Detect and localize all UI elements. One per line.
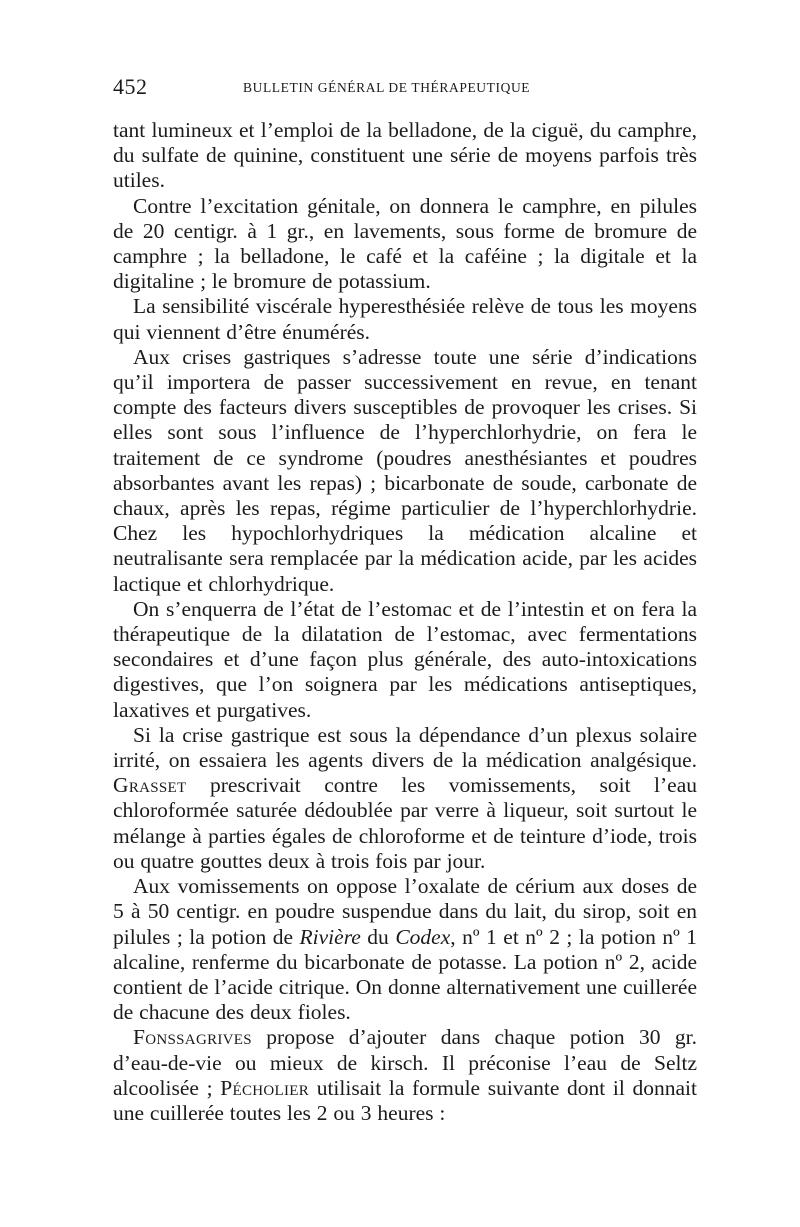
paragraph-vomiting (113, 874, 697, 1025)
running-title: BULLETIN GÉNÉRAL DE THÉRAPEUTIQUE (243, 80, 531, 95)
text-run: propose d’ajouter dans chaque potion 30 gr. d’eau-de-vie ou mieux de kirsch. Il préconise l’eau de Seltz alcoolisée ; (113, 1025, 697, 1100)
paragraph-stomach-dilatation: On s’enquerra de l’état de l’estomac et de l’intestin et on fera la thérapeutique de la dilatation de l’estomac, avec fermentations secondaires et d’une façon plus générale, des auto-intoxications digestives, que l’on soignera par les médications antiseptiques, laxatives et purgatives. (113, 596, 697, 722)
text-run: , nº 1 et nº 2 ; la potion nº 1 alcaline, renferme du bicarbonate de potasse. La potion nº 2, acide contient de l’acide citrique. On donne alternativement une cuillerée de chacune des deux fioles. (113, 924, 698, 1025)
author-name-pecholier: Pécholier (220, 1075, 310, 1100)
body-text (113, 118, 697, 1126)
text-run: Si la crise gastrique est sous la dépendance d’un plexus solaire irrité, on essaiera les agents divers de la médication analgésique. (113, 722, 697, 773)
text-run: Aux vomissements on oppose l’oxalate de cérium aux doses de 5 à 50 centigr. en poudre suspendue dans du lait, du sirop, soit en pilules ; la potion de (113, 874, 697, 949)
italic-riviere: Rivière (299, 924, 361, 949)
text-run: du (360, 924, 396, 949)
author-name-fonssagrives: Fonssagrives (133, 1025, 252, 1050)
paragraph-gastric-crises: Aux crises gastriques s’adresse toute une série d’indications qu’il importera de passer successivement en revue, en tenant compte des facteurs divers susceptibles de provoquer les crises. Si elles sont sous l’influence de l’hyperchlorhydrie, on fera le traitement de ce syndrome (poudres anesthésiantes et poudres absorbantes avant les repas) ; bicarbonate de soude, carbonate de chaux, après les repas, régime particulier de l’hyperchlorhydrie. Chez les hypochlorhydriques la médication alcaline et neutralisante sera remplacée par la médication acide, par les acides lactique et chlorhydrique. (113, 344, 697, 596)
text-run: prescrivait contre les vomissements, soit l’eau chloroformée saturée dédoublée par verre à liqueur, soit surtout le mélange à parties égales de chloroforme et de teinture d’iode, trois ou quatre gouttes deux à trois fois par jour. (113, 773, 697, 873)
paragraph-visceral-sensitivity: La sensibilité viscérale hyperesthésiée relève de tous les moyens qui viennent d’être énumérés. (113, 294, 697, 344)
author-name-grasset: Grasset (113, 773, 187, 798)
paragraph-solar-plexus (113, 723, 697, 874)
paragraph-continuation: tant lumineux et l’emploi de la belladone, de la ciguë, du camphre, du sulfate de quinine, constituent une série de moyens parfois très utiles. (113, 118, 697, 193)
text-run: utilisait la formule suivante dont il donnait une cuillerée toutes les 2 ou 3 heures : (113, 1075, 697, 1125)
paragraph-fonssagrives (113, 1025, 697, 1126)
page-header (113, 74, 693, 102)
italic-codex: Codex (395, 924, 451, 949)
page-number: 452 (113, 74, 148, 99)
paragraph-genital-excitation: Contre l’excitation génitale, on donnera le camphre, en pilules de 20 centigr. à 1 gr., en lavements, sous forme de bromure de camphre ; la belladone, le café et la caféine ; la digitale et la digitaline ; le bromure de potassium. (113, 193, 697, 294)
